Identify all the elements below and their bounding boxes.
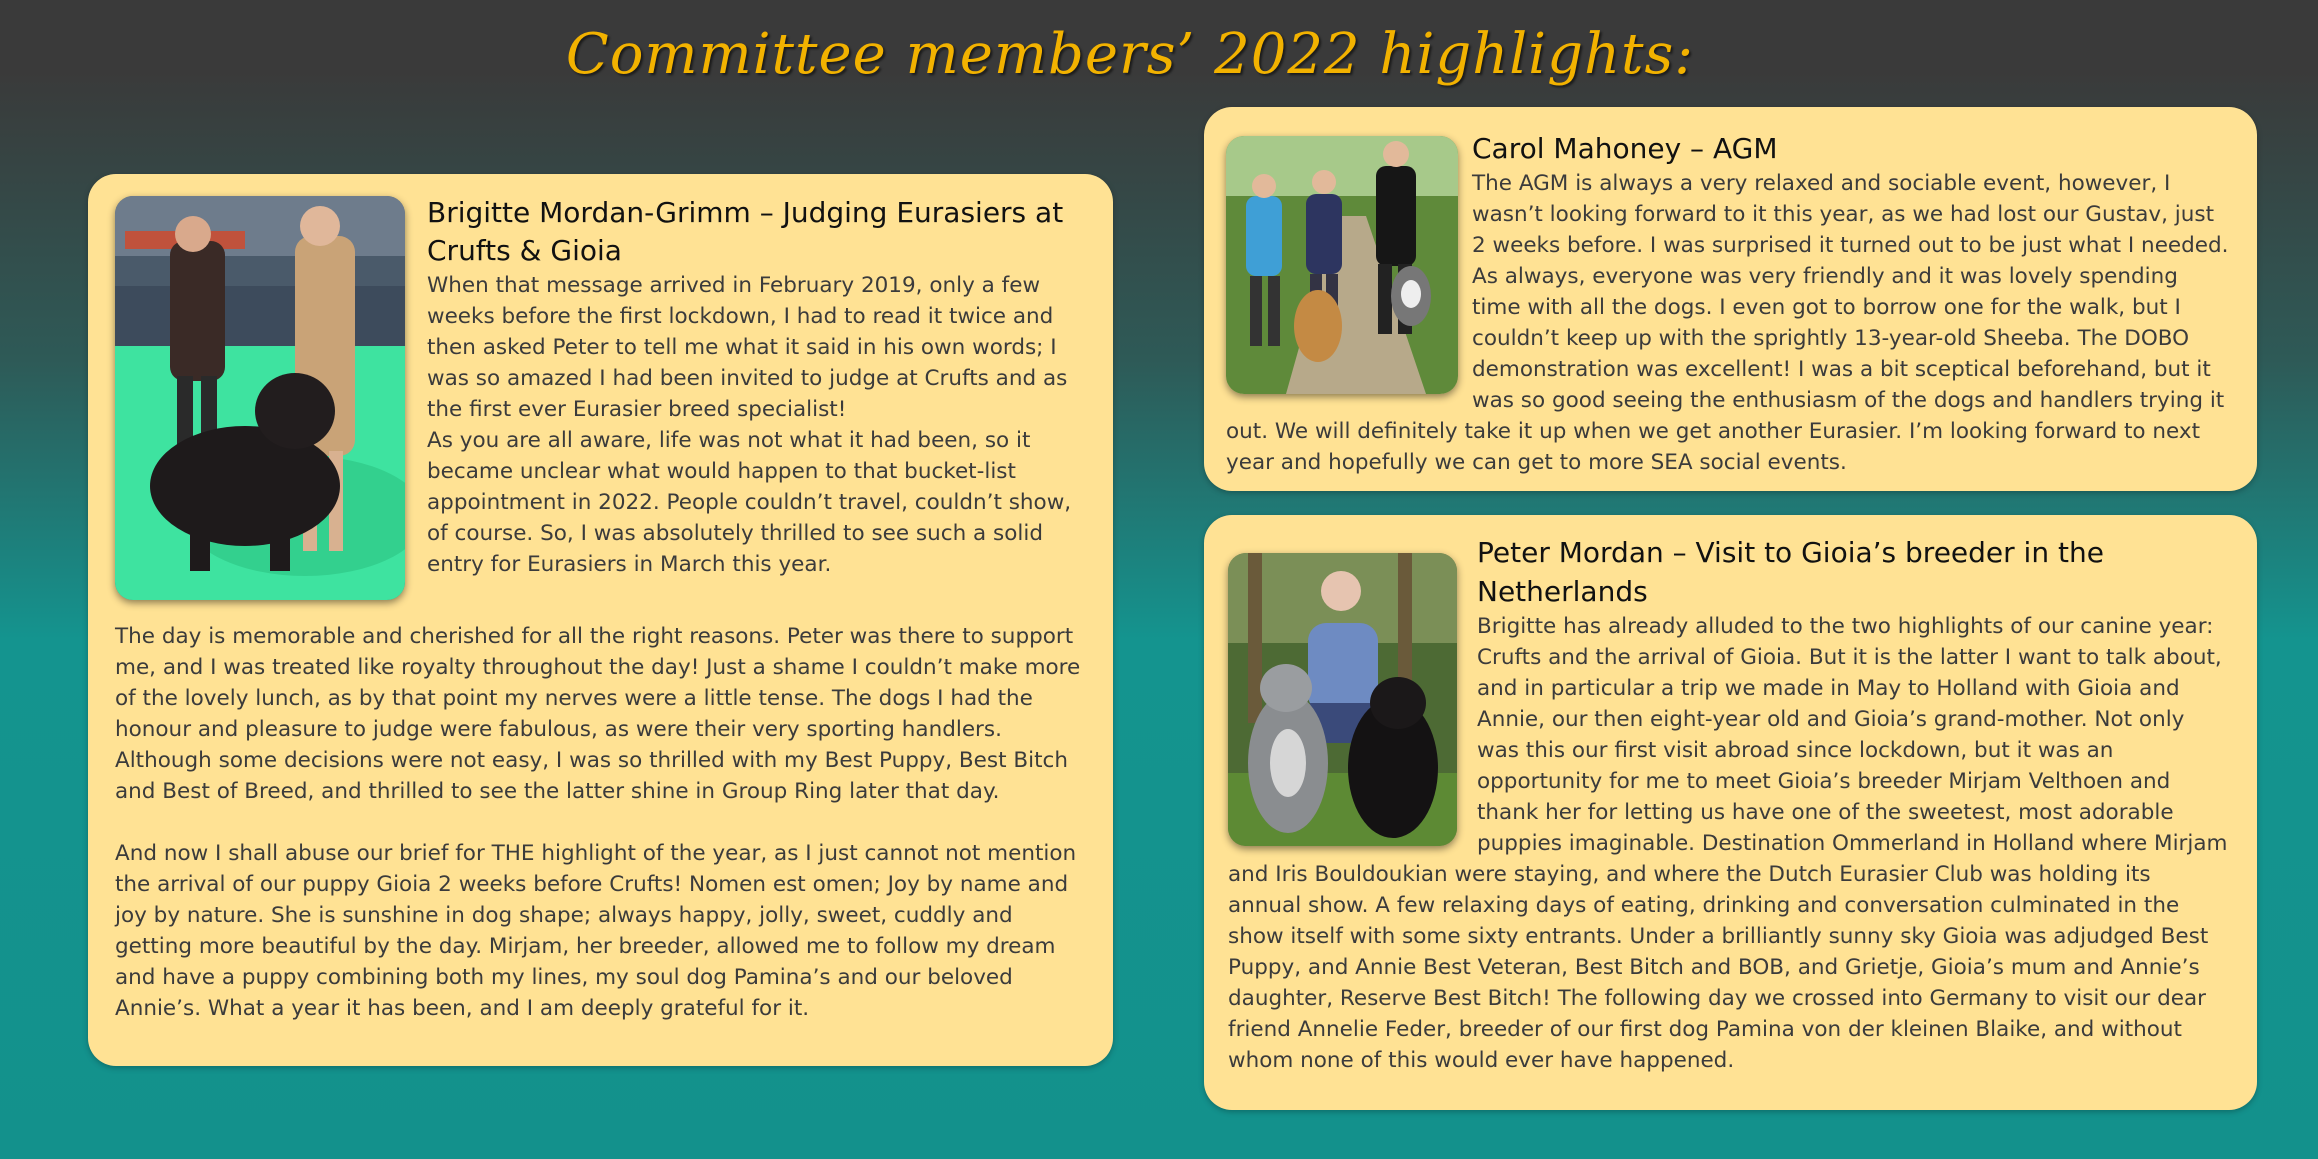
- card-peter: [1204, 515, 2257, 1110]
- photo-man-with-two-dogs: [1228, 553, 1457, 846]
- brigitte-paragraph-2: As you are all aware, life was not what it had been, so it became unclear what would happen to that bucket-list appointment in 2022. People couldn’t travel, couldn’t show, of course. So, I was absolutely thrilled to see such a solid entry for Eurasiers in March this year.: [427, 428, 1072, 577]
- peter-paragraph-1: Brigitte has already alluded to the two highlights of our canine year: Crufts and the arrival of Gioia. But it is the latter I want to talk about, and in particular a trip we made in May to Holland with Gioia and Annie, our then eight-year old and Gioia’s grand-mother. Not only was this our first visit abroad since lockdown, but it was an opportunity for me to meet Gioia’s breeder Mirjam Velthoen and thank her for letting us have one of the sweetest, most adorable puppies imaginable. Destination Ommerland in Holland where Mirjam and Iris Bouldoukian were staying, and where the Dutch Eurasier Club was holding its annual show. A few relaxing days of eating, drinking and conversation culminated in the show itself with some sixty entrants. Under a brilliantly sunny sky Gioia was adjudged Best Puppy, and Annie Best Veteran, Best Bitch and BOB, and Grietje, Gioia’s mum and Annie’s daughter, Reserve Best Bitch! The following day we crossed into Germany to visit our dear friend Annelie Feder, breeder of our first dog Pamina von der kleinen Blaike, and without whom none of this would ever have happened.: [1228, 614, 2228, 1073]
- carol-paragraph-1: The AGM is always a very relaxed and sociable event, however, I wasn’t looking forward to it this year, as we had lost our Gustav, just 2 weeks before. I was surprised it turned out to be just what I needed. As always, everyone was very friendly and it was lovely spending time with all the dogs. I even got to borrow one for the walk, but I couldn’t keep up with the sprightly 13-year-old Sheeba. The DOBO demonstration was excellent! I was a bit sceptical beforehand, but it was so good seeing the enthusiasm of the dogs and handlers trying it out. We will definitely take it up when we get another Eurasier. I’m looking forward to next year and hopefully we can get to more SEA social events.: [1226, 171, 2229, 475]
- carol-heading: Carol Mahoney – AGM: [1472, 132, 1778, 165]
- brigitte-paragraph-4: And now I shall abuse our brief for THE highlight of the year, as I just cannot not mention the arrival of our puppy Gioia 2 weeks before Crufts! Nomen est omen; Joy by name and joy by nature. She is sunshine in dog shape; always happy, jolly, sweet, cuddly and getting more beautiful by the day. Mirjam, her breeder, allowed me to follow my dream and have a puppy combining both my lines, my soul dog Pamina’s and our beloved Annie’s. What a year it has been, and I am deeply grateful for it.: [115, 841, 1077, 1021]
- card-brigitte: [88, 174, 1113, 1066]
- brigitte-paragraph-3: The day is memorable and cherished for all the right reasons. Peter was there to support me, and I was treated like royalty throughout the day! Just a shame I couldn’t make more of the lovely lunch, as by that point my nerves were a little tense. The dogs I had the honour and pleasure to judge were fabulous, as were their very sporting handlers. Although some decisions were not easy, I was so thrilled with my Best Puppy, Best Bitch and Best of Breed, and thrilled to see the latter shine in Group Ring later that day.: [115, 624, 1081, 804]
- photo-walking-dogs: [1226, 136, 1458, 394]
- brigitte-heading: Brigitte Mordan-Grimm – Judging Eurasiers at Crufts & Gioia: [427, 196, 1064, 267]
- photo-judging-dog-at-crufts: [115, 196, 405, 600]
- brigitte-paragraph-1: When that message arrived in February 2019, only a few weeks before the first lockdown, I had to read it twice and then asked Peter to tell me what it said in his own words; I was so amazed I had been invited to judge at Crufts and as the first ever Eurasier breed specialist!: [427, 273, 1068, 422]
- page-title: Committee members’ 2022 highlights:: [565, 22, 1695, 87]
- peter-heading: Peter Mordan – Visit to Gioia’s breeder in the Netherlands: [1477, 536, 2104, 608]
- card-carol: [1204, 107, 2257, 491]
